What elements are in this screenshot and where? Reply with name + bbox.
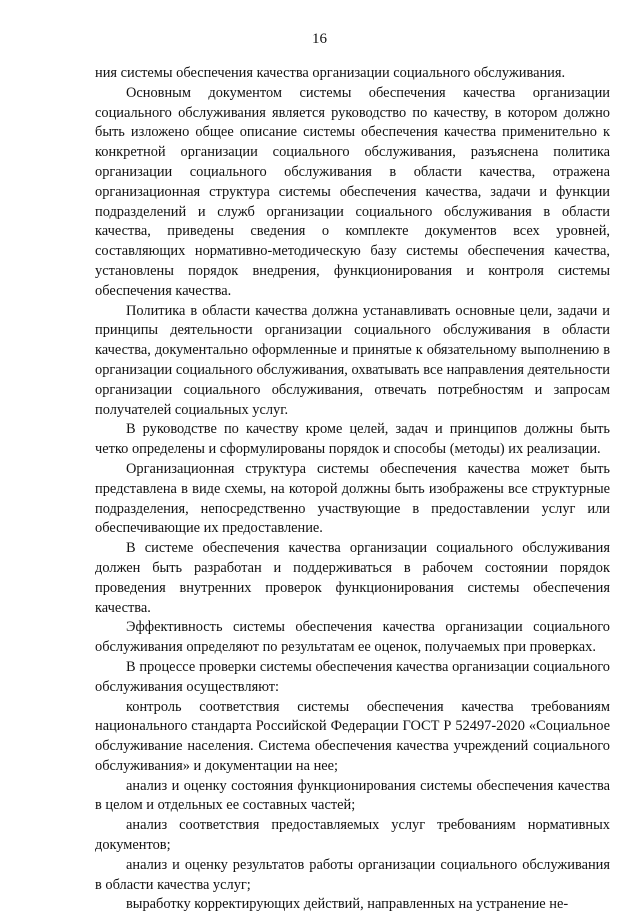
list-item-services-analysis: анализ соответствия предоставляемых услуг требованиям нормативных документов;: [95, 817, 610, 854]
paragraph-internal-audits: В системе обеспечения качества организации социального обслуживания должен быть разработан и поддерживаться в рабочем состоянии порядок проведения внутренних проверок функционирования системы обеспечения качества.: [95, 540, 610, 616]
list-item-compliance-control: контроль соответствия системы обеспечения качества требованиям национального стандарта Российской Федерации ГОСТ Р 52497-2020 «Социальное обслуживание населения. Система обеспечения качества учреждений социального обслуживания» и документации на нее;: [95, 698, 610, 774]
list-item-results-analysis: анализ и оценку результатов работы организации социального обслуживания в области качества услуг;: [95, 856, 610, 893]
paragraph-effectiveness: Эффективность системы обеспечения качества организации социального обслуживания определяют по результатам ее оценок, получаемых при проверках.: [95, 619, 610, 656]
list-item-corrective-actions: выработку корректирующих действий, направленных на устранение не-: [126, 896, 569, 913]
paragraph-quality-policy: Политика в области качества должна устанавливать основные цели, задачи и принципы деятельности организации социального обслуживания в области качества, документально оформленные и принятые к обязательному выполнению в организации социального обслуживания, охватывать все направления деятельности организации социального обслуживания, отвечать потребностям и запросам получателей социальных услуг.: [95, 302, 610, 418]
list-item-state-analysis: анализ и оценку состояния функционирования системы обеспечения качества в целом и отдельных ее составных частей;: [95, 777, 610, 814]
paragraph-manual-methods: В руководстве по качеству кроме целей, задач и принципов должны быть четко определены и сформулированы порядок и способы (методы) их реализации.: [95, 421, 610, 458]
body-text: [95, 64, 610, 915]
paragraph-quality-manual: Основным документом системы обеспечения качества организации социального обслуживания является руководство по качеству, в котором должно быть изложено общее описание системы обеспечения качества применительно к конкретной организации социального обслуживания, разъяснена политика организации социального обслуживания в области качества, отражена организационная структура системы обеспечения качества, задачи и функции подразделений и служб организации социального обслуживания в области качества, приведены сведения о комплекте документов всех уровней, составляющих нормативно-методическую базу системы обеспечения качества, установлены порядок внедрения, функционирования и контроля системы обеспечения качества.: [95, 84, 610, 299]
paragraph-audit-process: В процессе проверки системы обеспечения качества организации социального обслуживания осуществляют:: [95, 658, 610, 695]
page-number: 16: [312, 31, 327, 47]
paragraph-org-structure: Организационная структура системы обеспечения качества может быть представлена в виде схемы, на которой должны быть изображены все структурные подразделения, непосредственно участвующие в предоставлении услуг или обеспечивающие их предоставление.: [95, 460, 610, 537]
paragraph-continuation: ния системы обеспечения качества организации социального обслуживания.: [95, 65, 566, 81]
